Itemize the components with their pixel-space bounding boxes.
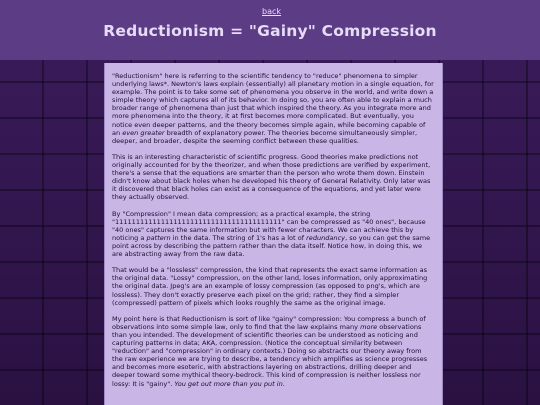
paragraph: My point here is that Reductionism is sort of like "gainy" compression: You compress a bunch of observations into some simple law, only to find that the law explains many more observations than you intended. The development of scientific theories can be understood as noticing and capturing patterns in data; AKA, compression. (Notice the conceptual similarity between "reduction" and "compression" in ordinary contexts.) Doing so abstracts our theory away from the raw experience we are trying to describe, a tendency which amplifies as science progresses and becomes more esoteric, with abstractions layering on abstractions, drilling deeper and deeper toward some mythical theory-bedrock. This kind of compression is neither lossless nor lossy: It is "gainy". You get out more than you put in. [112, 314, 428, 388]
emphasis: more [360, 322, 378, 331]
emphasis: You get out more than you put in [174, 379, 283, 388]
paragraph: By "Compression" I mean data compression; as a practical example, the string "1111111111111111111111111111111111111111" can be compressed as "40 ones", because "40 ones" captures the same information but with fewer characters. We can achieve this by noticing a pattern in the data. The string of 1's has a lot of redundancy, so you can get the same point across by describing the pattern rather than the data itself. Notice how, in doing this, we are abstracting away from the raw data. [112, 209, 431, 259]
paragraph: That would be a "lossless" compression, the kind that represents the exact same information as the original data. "Lossy" compression, on the other land, loses information, only approximating the original data. Jpeg's are an example of lossy compression (as opposed to png's, which are lossless). They don't exactly preserve each pixel on the grid; rather, they find a simpler (compressed) pattern of pixels which looks roughly the same as the original image. [112, 266, 428, 307]
article-body [112, 72, 434, 396]
paragraph: "Reductionism" here is referring to the scientific tendency to "reduce" phenomena to simpler underlying laws*. Newton's laws explain (essentially) all planetary motion in a single equation, for example. The point is to take some set of phenomena you observe in the world, and write down a simple theory which captures all of its behavior. In doing so, you are often able to explain a much broader range of phenomena than just that which inspired the theory. As you integrate more and more phenomena into the theory, it at first becomes more complicated. But eventually, you notice even deeper patterns, and the theory becomes simple again, while becoming capable of an even greater breadth of explanatory power. The theories become simultaneously simpler, deeper, and broader, despite the seeming conflict between these qualities. [112, 72, 434, 145]
emphasis: even greater [122, 128, 165, 137]
emphasis: redundancy [306, 233, 346, 242]
paragraph: This is an interesting characteristic of scientific progress. Good theories make predictions not originally accounted for by the theorizer, and when those predictions are verified by experiment, there's a sense that the equations are smarter than the person who wrote them down. Einstein didn't know about black holes when he developed his theory of General Relativity. Only later was it discovered that black holes can exist as a consequence of the equations, and yet later were they actually observed. [112, 152, 431, 202]
page-title: Reductionism = "Gainy" Compression [103, 22, 437, 40]
emphasis: pattern [146, 233, 171, 242]
back-link[interactable]: back [262, 7, 282, 16]
